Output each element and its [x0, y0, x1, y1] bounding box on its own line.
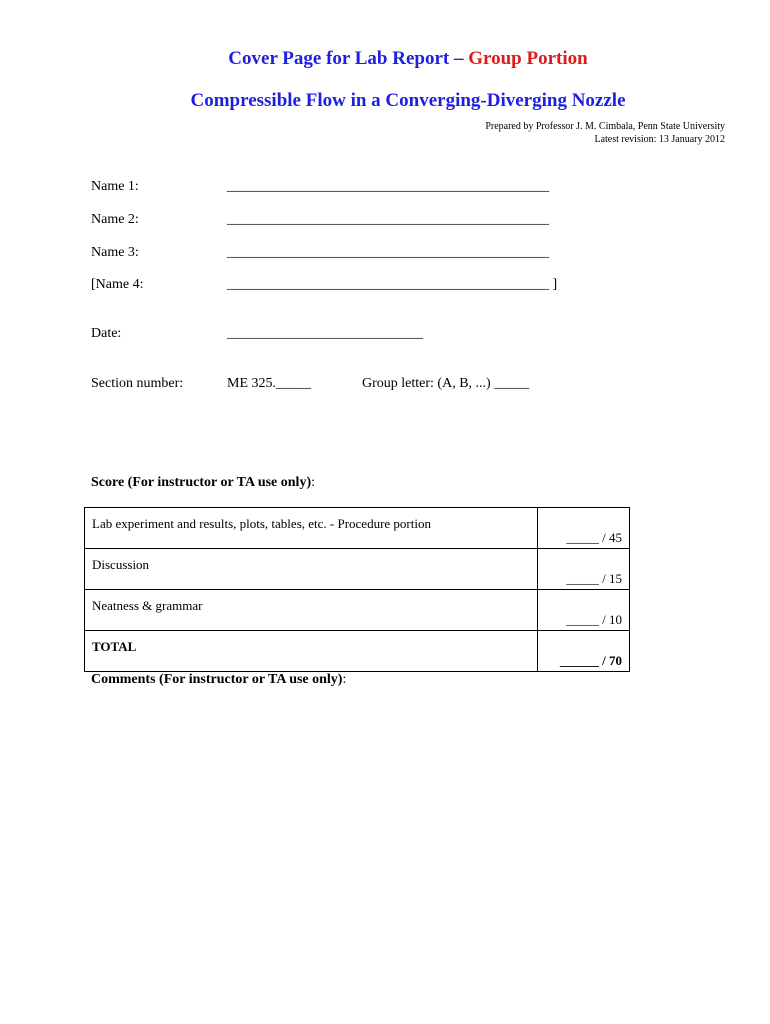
name-1-label: Name 1:: [91, 179, 139, 194]
name-4-field[interactable]: ______________________________________________ ]: [227, 277, 558, 292]
score-heading: [91, 475, 315, 491]
comments-heading-colon: :: [342, 672, 347, 687]
score-row-description: Discussion: [85, 549, 538, 590]
date-label: Date:: [91, 326, 122, 341]
score-heading-colon: :: [311, 475, 315, 490]
date-field[interactable]: ____________________________: [227, 326, 423, 341]
section-number-label: Section number:: [91, 376, 184, 391]
score-table: [84, 507, 630, 672]
score-row-points[interactable]: _____ / 15: [538, 549, 630, 590]
name-2-label: Name 2:: [91, 212, 139, 227]
score-row-description: Neatness & grammar: [85, 590, 538, 631]
prepared-by: Prepared by Professor J. M. Cimbala, Penn State University: [485, 121, 725, 132]
title-main: Cover Page for Lab Report –: [228, 48, 464, 69]
page-subtitle: Compressible Flow in a Converging-Diverging Nozzle: [190, 90, 626, 111]
section-number-field[interactable]: ME 325._____: [227, 376, 311, 391]
score-heading-text: Score (For instructor or TA use only): [91, 475, 312, 490]
name-3-label: Name 3:: [91, 245, 139, 260]
title-highlight: Group Portion: [468, 48, 588, 69]
score-row-points[interactable]: _____ / 45: [538, 508, 630, 549]
name-2-field[interactable]: ______________________________________________: [227, 212, 549, 227]
document-meta: [485, 120, 725, 146]
revision-date: Latest revision: 13 January 2012: [594, 134, 725, 145]
score-row-points[interactable]: _____ / 10: [538, 590, 630, 631]
score-row-description: Lab experiment and results, plots, tables, etc. - Procedure portion: [85, 508, 538, 549]
table-row: [85, 508, 630, 549]
comments-heading-text: Comments (For instructor or TA use only): [91, 672, 343, 687]
name-4-label: [Name 4:: [91, 277, 144, 292]
name-1-field[interactable]: ______________________________________________: [227, 179, 549, 194]
score-total-points[interactable]: ______ / 70: [538, 631, 630, 672]
comments-heading: [91, 672, 346, 688]
score-total-label: TOTAL: [85, 631, 538, 672]
name-3-field[interactable]: ______________________________________________: [227, 245, 549, 260]
group-letter-field[interactable]: Group letter: (A, B, ...) _____: [362, 376, 530, 391]
table-row: [85, 590, 630, 631]
table-row-total: [85, 631, 630, 672]
page-title: [0, 48, 770, 70]
table-row: [85, 549, 630, 590]
